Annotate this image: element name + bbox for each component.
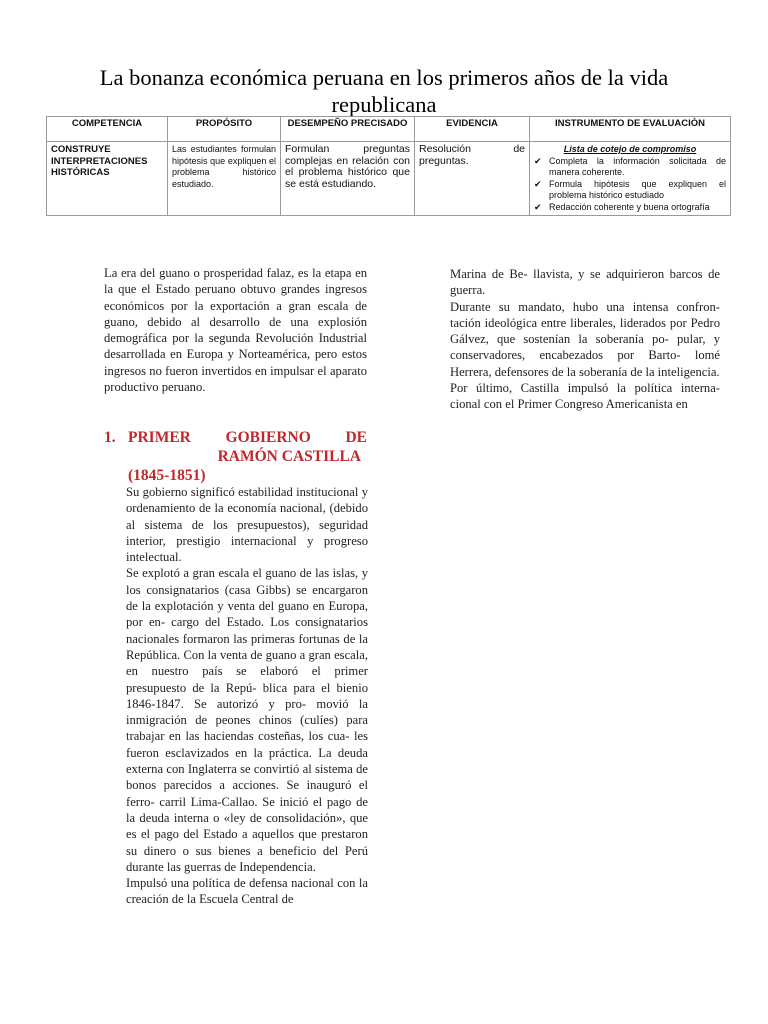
right-paragraph-1: Marina de Be- llavista, y se adquirieron barcos de guerra.	[450, 267, 720, 298]
section-number: 1.	[104, 429, 116, 446]
right-column	[450, 266, 720, 413]
instrument-item-3: Redacción coherente y buena ortografía	[549, 201, 710, 212]
header-proposito: PROPÓSITO	[168, 117, 281, 142]
instrument-item-1: Completa la información solicitada de manera coherente.	[549, 155, 726, 177]
header-desempeno: DESEMPEÑO PRECISADO	[281, 117, 415, 142]
table-row	[47, 142, 731, 216]
section-paragraph-2: Se explotó a gran escala el guano de las islas, y los consignatarios (casa Gibbs) se encargaron de la explotación y venta del guano en Europa, por en- cargo del Estado. Los consignatarios nacionales formaron las primeras fortunas de la República. Con la venta de guano a gran escala, en nuestro país se elaboró el primer presupuesto de la Repú- blica para el bienio 1846-1847. Se autorizó y pro- movió la inmigración de peones chinos (culíes) para trabajar en las haciendas costeñas, los cua- les fueron esclavizados en la práctica. La deuda externa con Inglaterra se convirtió al sistema de bonos parecidos a acciones. Se inauguró el ferro- carril Lima-Callao. Se inició el pago de la deuda interna o «ley de consolidación», que es el pago del Estado a aquellos que prestaron su dinero o sus bienes a beneficio del Perú durante las guerras de Independencia.	[126, 566, 368, 874]
section-heading	[104, 428, 367, 485]
right-paragraph-3: Por último, Castilla impulsó la política interna- cional con el Primer Congreso Americanista en	[450, 381, 720, 412]
intro-column	[104, 265, 367, 395]
checkmark-icon: ✔	[534, 155, 542, 166]
section-heading-line1: PRIMER GOBIERNO DE	[128, 429, 367, 446]
table-header-row	[47, 117, 731, 142]
header-evidencia: EVIDENCIA	[415, 117, 530, 142]
section-paragraph-1: Su gobierno significó estabilidad institucional y ordenamiento de la economía nacional, (debido al sistema de los presupuestos), seguridad interior, prestigio internacional y progreso intelectual.	[126, 485, 368, 565]
checkmark-icon: ✔	[534, 201, 542, 212]
page-title: La bonanza económica peruana en los primeros años de la vida republicana	[99, 65, 669, 117]
section-body	[126, 484, 368, 908]
cell-competencia: CONSTRUYE INTERPRETACIONES HISTÓRICAS	[47, 142, 168, 216]
section-heading-line2: RAMÓN CASTILLA	[217, 448, 361, 465]
list-item	[534, 179, 726, 202]
cell-proposito: Las estudiantes formulan hipótesis que expliquen el problema histórico estudiado.	[168, 142, 281, 216]
cell-evidencia: Resolución de preguntas.	[415, 142, 530, 216]
cell-instrumento	[530, 142, 731, 216]
list-item	[534, 156, 726, 179]
instrument-list	[534, 156, 726, 214]
section-heading-line3: (1845-1851)	[128, 467, 206, 484]
checkmark-icon: ✔	[534, 178, 542, 189]
competency-table	[46, 116, 731, 216]
header-competencia: COMPETENCIA	[47, 117, 168, 142]
section-paragraph-3: Impulsó una política de defensa nacional con la creación de la Escuela Central de	[126, 876, 368, 907]
right-paragraph-2: Durante su mandato, hubo una intensa confron- tación ideológica entre liberales, liderados por Pedro Gálvez, que sostenían la soberanía po- pular, y conservadores, encabezados por Barto- lomé Herrera, defensores de la soberanía de la inteligencia.	[450, 299, 720, 379]
intro-paragraph: La era del guano o prosperidad falaz, es la etapa en la que el Estado peruano obtuvo grandes ingresos económicos por la exportación a gran escala de guano, debido al desarrollo de una explosión demográfica por la segunda Revolución Industrial desarrollada en Europa y Norteamérica, pero estos ingresos no fueron invertidos en impulsar el aparato productivo peruano.	[104, 266, 367, 395]
instrument-title: Lista de cotejo de compromiso	[563, 144, 697, 154]
list-item	[534, 202, 726, 214]
header-instrumento: INSTRUMENTO DE EVALUACIÒN	[530, 117, 731, 142]
cell-desempeno: Formulan preguntas complejas en relación con el problema histórico que se está estudiando.	[281, 142, 415, 216]
instrument-item-2: Formula hipótesis que expliquen el problema histórico estudiado	[549, 178, 726, 200]
